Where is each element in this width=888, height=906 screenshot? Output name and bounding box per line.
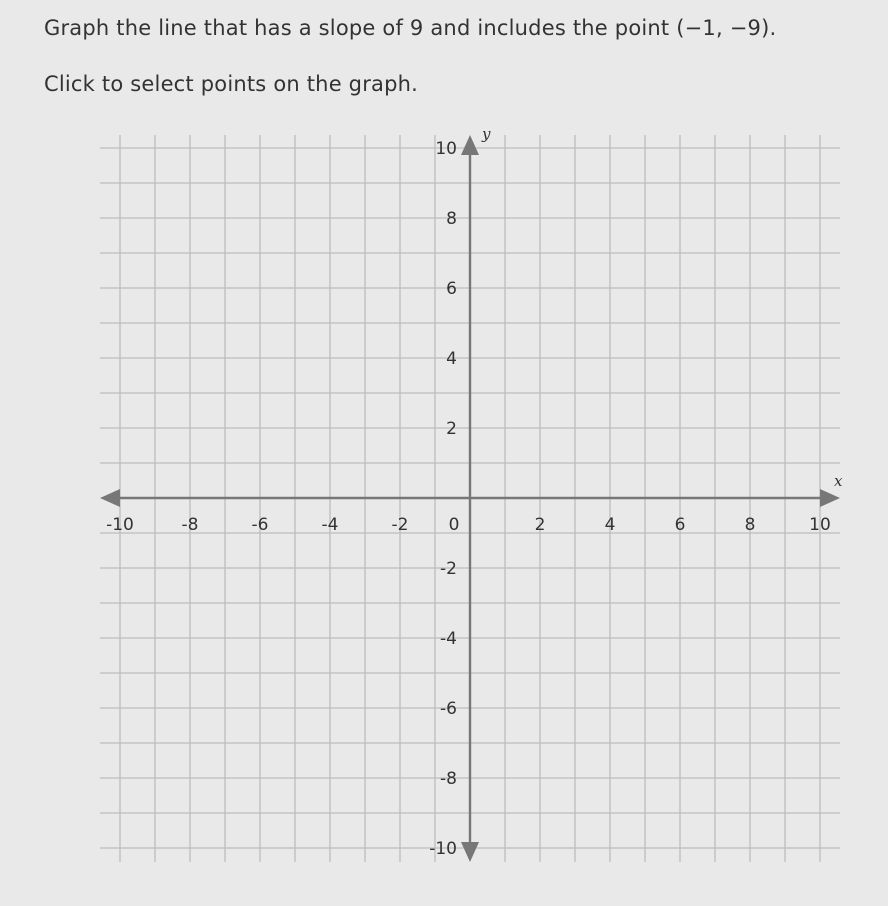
x-tick-label: 8 (744, 515, 756, 535)
y-tick-label: 8 (446, 209, 457, 229)
x-tick-label: 0 (448, 515, 460, 535)
x-axis-left-arrow-icon (100, 489, 120, 507)
x-tick-label: -2 (391, 515, 409, 535)
y-tick-label: -6 (440, 699, 457, 719)
instruction-text: Click to select points on the graph. (44, 72, 419, 96)
x-tick-label: -4 (321, 515, 339, 535)
x-tick-label: -6 (251, 515, 269, 535)
x-axis-right-arrow-icon (820, 489, 840, 507)
y-tick-label: 2 (446, 419, 457, 439)
y-axis-down-arrow-icon (461, 842, 479, 862)
y-tick-label: -2 (440, 559, 457, 579)
x-tick-label: 6 (674, 515, 686, 535)
x-tick-label: 10 (809, 515, 831, 535)
y-tick-label: 4 (446, 349, 457, 369)
question-text: Graph the line that has a slope of 9 and includes the point (−1, −9). (44, 16, 777, 40)
x-tick-label: 2 (534, 515, 546, 535)
y-tick-label: -10 (429, 839, 457, 859)
y-tick-label: -8 (440, 769, 457, 789)
y-tick-label: -4 (440, 629, 457, 649)
y-tick-label: 6 (446, 279, 457, 299)
axes (100, 135, 840, 862)
x-tick-label: 4 (604, 515, 616, 535)
x-tick-label: -10 (106, 515, 134, 535)
y-axis-label: y (482, 125, 491, 143)
x-axis-label: x (834, 472, 843, 490)
x-tick-label: -8 (181, 515, 199, 535)
y-axis-up-arrow-icon (461, 135, 479, 155)
y-tick-label: 10 (435, 139, 457, 159)
